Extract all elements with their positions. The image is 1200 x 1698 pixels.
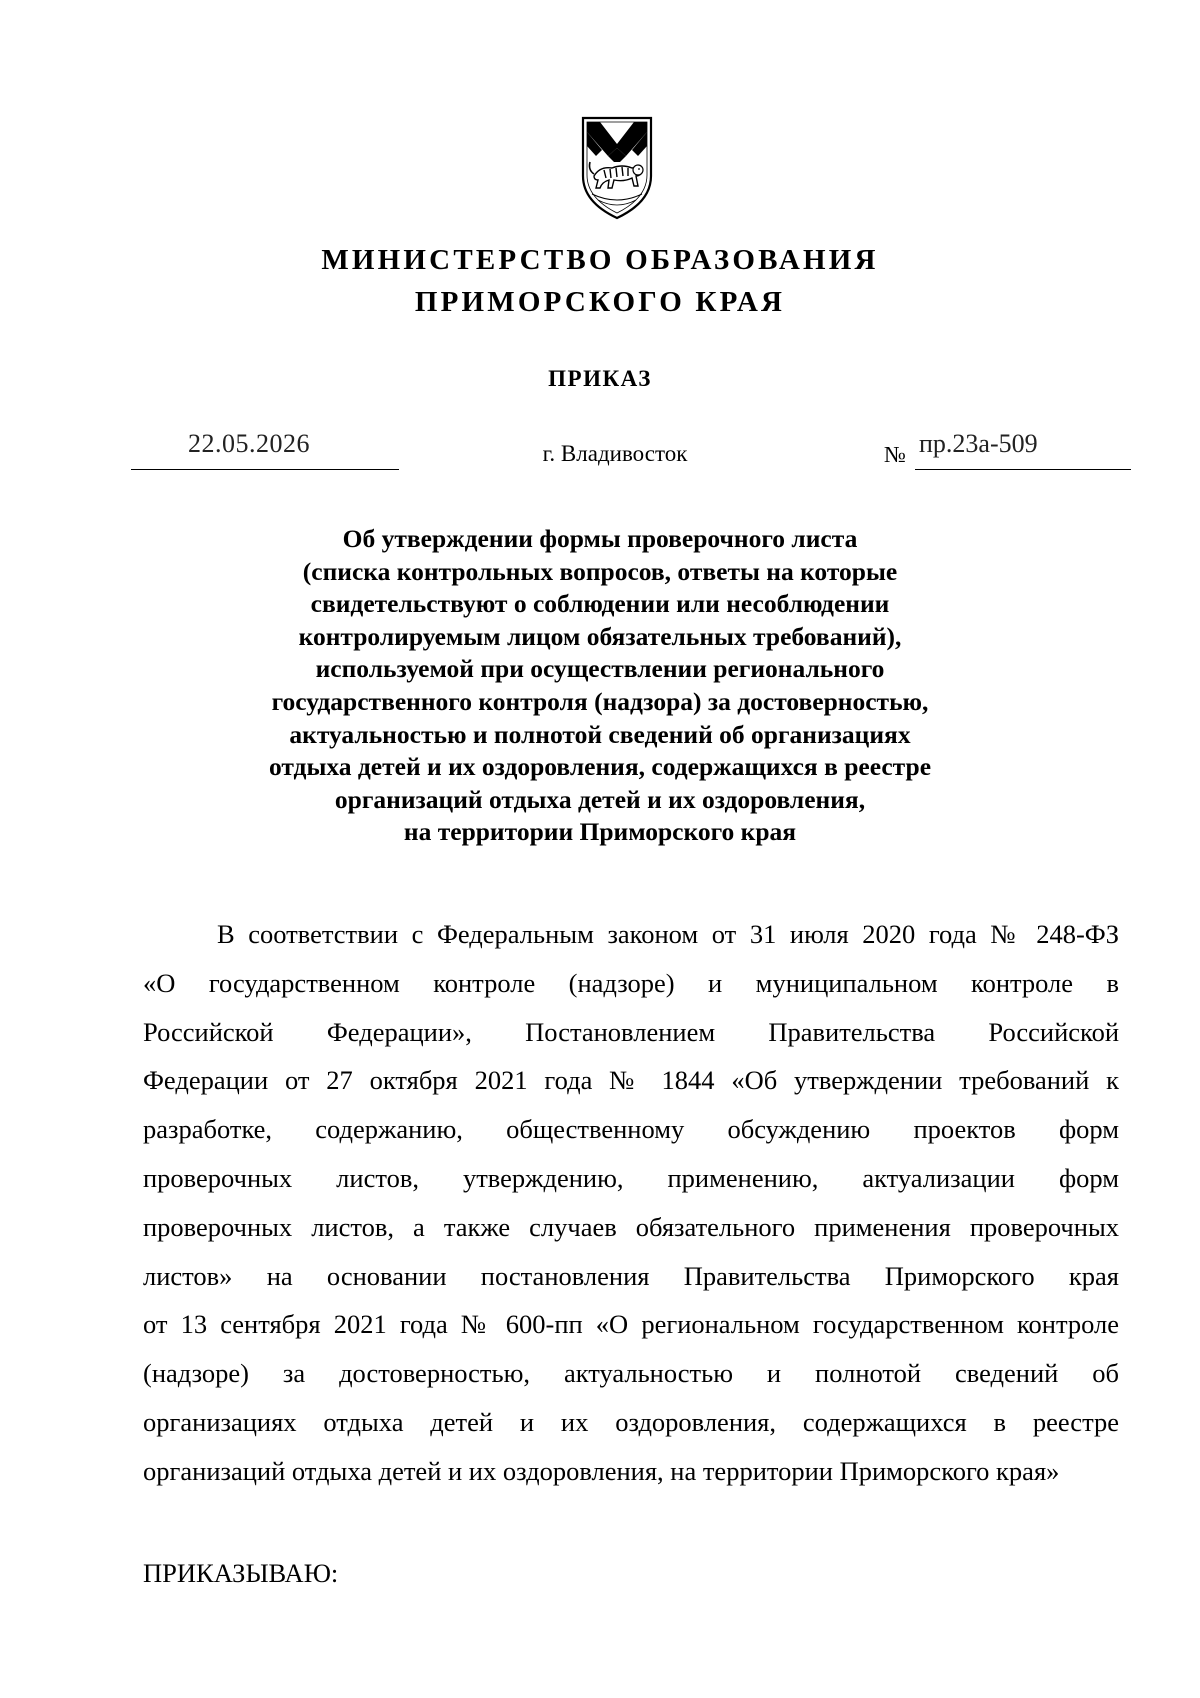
subject-line: контролируемым лицом обязательных требований), bbox=[298, 621, 902, 651]
preamble-line: разработке, содержанию, общественному обсуждению проектов форм bbox=[143, 1114, 1119, 1145]
subject-line: используемой при осуществлении регионального bbox=[315, 654, 885, 684]
order-number-field bbox=[915, 429, 1131, 470]
preamble-paragraph bbox=[143, 910, 1119, 1496]
issue-city: г. Владивосток bbox=[542, 441, 688, 466]
subject-line: свидетельствуют о соблюдении или несоблюдении bbox=[310, 589, 890, 619]
directive-word: ПРИКАЗЫВАЮ: bbox=[143, 1558, 339, 1588]
preamble-line: листов» на основании постановления Правительства Приморского края bbox=[143, 1260, 1119, 1291]
preamble-line: проверочных листов, а также случаев обязательного применения проверочных bbox=[143, 1211, 1119, 1242]
preamble-line: Федерации от 27 октября 2021 года № 1844 «Об утверждении требований к bbox=[143, 1065, 1119, 1096]
subject-line: на территории Приморского края bbox=[403, 817, 797, 847]
preamble-line: (надзоре) за достоверностью, актуальностью и полнотой сведений об bbox=[143, 1358, 1119, 1389]
subject-line: государственного контроля (надзора) за достоверностью, bbox=[271, 686, 929, 716]
subject-line: организаций отдыха детей и их оздоровления, bbox=[334, 784, 866, 814]
number-sign: № bbox=[884, 442, 906, 467]
preamble-line: проверочных листов, утверждению, применению, актуализации форм bbox=[143, 1162, 1119, 1193]
coat-of-arms-icon bbox=[580, 114, 654, 222]
document-type-title: ПРИКАЗ bbox=[548, 366, 652, 391]
subject-line: актуальностью и полнотой сведений об организациях bbox=[289, 719, 911, 749]
preamble-line: Российской Федерации», Постановлением Правительства Российской bbox=[143, 1016, 1119, 1047]
preamble-line: В соответствии с Федеральным законом от 31 июля 2020 года № 248-ФЗ bbox=[217, 919, 1119, 949]
preamble-line: организациях отдыха детей и их оздоровления, содержащихся в реестре bbox=[143, 1406, 1119, 1437]
ministry-name-line1: МИНИСТЕРСТВО ОБРАЗОВАНИЯ bbox=[321, 244, 879, 276]
order-subject bbox=[150, 523, 1050, 849]
preamble-line: «О государственном контроле (надзоре) и муниципальном контроле в bbox=[143, 967, 1119, 998]
preamble-line: организаций отдыха детей и их оздоровления, на территории Приморского края» bbox=[143, 1455, 1060, 1486]
subject-line: (списка контрольных вопросов, ответы на которые bbox=[302, 556, 898, 586]
order-number: пр.23а-509 bbox=[919, 429, 1038, 458]
subject-line: Об утверждении формы проверочного листа bbox=[342, 524, 858, 553]
order-date: 22.05.2026 bbox=[188, 429, 310, 458]
ministry-name-line2: ПРИМОРСКОГО КРАЯ bbox=[414, 286, 786, 318]
preamble-line: от 13 сентября 2021 года № 600-пп «О региональном государственном контроле bbox=[143, 1309, 1119, 1340]
subject-line: отдыха детей и их оздоровления, содержащихся в реестре bbox=[268, 752, 932, 782]
